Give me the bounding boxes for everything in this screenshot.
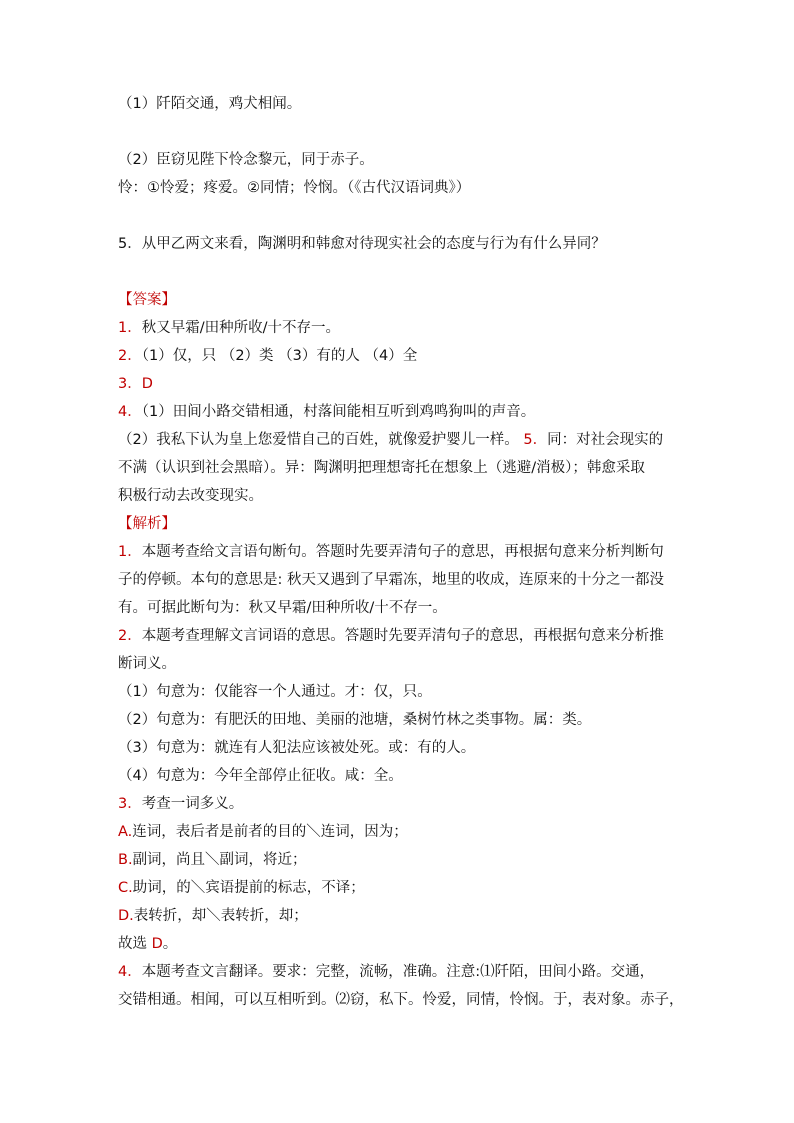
option-a — [118, 822, 408, 842]
answer-text: （2）我私下认为皇上您爱惜自己的百姓，就像爱护婴儿一样。 — [118, 432, 524, 448]
analysis-text: 本题考查理解文言词语的意思。答题时先要弄清句子的意思，再根据句意来分析推 — [141, 628, 664, 644]
q4-item-2: （2）臣窃见陛下怜念黎元，同于赤子。 — [118, 152, 374, 168]
answer-number: 4． — [118, 404, 142, 420]
answer-number: 5． — [523, 432, 548, 448]
option-d — [118, 906, 308, 926]
option-letter: D. — [118, 908, 134, 924]
analysis-1-line-3: 有。可据此断句为：秋又早霜/田种所收/十不存一。 — [118, 600, 447, 616]
q4-item-1: （1）阡陌交通，鸡犬相闻。 — [118, 96, 302, 112]
answer-number: 2． — [118, 348, 142, 364]
answer-text: （1）仅，只 （2）类 （3）有的人 （4）全 — [141, 348, 418, 364]
answer-5-line-2: 不满（认识到社会黑暗）。异：陶渊明把理想寄托在想象上（逃避/消极）；韩愈采取 — [118, 460, 645, 476]
analysis-number: 1． — [118, 544, 142, 560]
answer-text: 秋又早霜/田种所收/十不存一。 — [141, 320, 341, 336]
option-letter: C. — [118, 880, 133, 896]
option-b — [118, 850, 307, 870]
option-c — [118, 878, 365, 898]
analysis-4-line-1 — [118, 962, 654, 982]
analysis-1-line-1 — [118, 542, 664, 562]
q4-dictionary-note: 怜：①怜爱；疼爱。②同情；怜悯。（《古代汉语词典》） — [118, 180, 471, 196]
analysis-4-line-2: 交错相通。相闻，可以互相听到。⑵窃，私下。怜爱，同情，怜悯。于，表对象。赤子， — [118, 992, 684, 1008]
option-text: 连词，表后者是前者的目的＼连词，因为； — [132, 824, 408, 840]
analysis-number: 4． — [118, 964, 142, 980]
option-letter: B. — [118, 852, 133, 868]
option-text: 表转折，却＼表转折，却； — [133, 908, 308, 924]
analysis-2-line-1 — [118, 626, 664, 646]
analysis-3-line-1 — [118, 794, 243, 814]
analysis-2-sub-4: （4）句意为：今年全部停止征收。咸：全。 — [118, 768, 403, 784]
answer-number: 1． — [118, 320, 142, 336]
answer-heading: 【答案】 — [118, 292, 176, 308]
analysis-2-sub-1: （1）句意为：仅能容一个人通过。才：仅，只。 — [118, 684, 432, 700]
answer-text: （1）田间小路交错相通，村落间能相互听到鸡鸣狗叫的声音。 — [141, 404, 536, 420]
answer-5-line-3: 积极行动去改变现实。 — [118, 488, 263, 504]
answer-4-line-2 — [118, 430, 663, 450]
analysis-number: 2． — [118, 628, 142, 644]
answer-text: 同：对社会现实的 — [547, 432, 664, 448]
option-text: 副词，尚且＼副词，将近； — [132, 852, 307, 868]
analysis-text: 本题考查给文言语句断句。答题时先要弄清句子的意思，再根据句意来分析判断句 — [141, 544, 664, 560]
option-letter: A. — [118, 824, 133, 840]
analysis-2-sub-3: （3）句意为：就连有人犯法应该被处死。或：有的人。 — [118, 740, 476, 756]
answer-number: 3． — [118, 376, 142, 392]
analysis-1-line-2: 子的停顿。本句的意思是: 秋天又遇到了早霜冻，地里的收成，连原来的十分之一都没 — [118, 572, 664, 588]
analysis-3-choice — [118, 934, 177, 954]
answer-2 — [118, 346, 417, 366]
analysis-2-line-2: 断词义。 — [118, 656, 176, 672]
analysis-number: 3． — [118, 796, 142, 812]
answer-1 — [118, 318, 340, 338]
option-text: 助词，的＼宾语提前的标志，不译； — [132, 880, 365, 896]
question-5: 5．从甲乙两文来看，陶渊明和韩愈对待现实社会的态度与行为有什么异同？ — [118, 236, 606, 252]
answer-text: D — [141, 376, 153, 392]
analysis-text: 本题考查文言翻译。要求：完整，流畅，准确。注意:⑴阡陌，田间小路。交通， — [141, 964, 655, 980]
answer-3 — [118, 374, 153, 394]
answer-4 — [118, 402, 535, 422]
choice-prefix: 故选 — [118, 936, 152, 952]
choice-value: D — [151, 936, 163, 952]
analysis-2-sub-2: （2）句意为：有肥沃的田地、美丽的池塘，桑树竹林之类事物。属：类。 — [118, 712, 592, 728]
analysis-text: 考查一词多义。 — [141, 796, 244, 812]
analysis-heading: 【解析】 — [118, 516, 176, 532]
choice-suffix: 。 — [162, 936, 178, 952]
